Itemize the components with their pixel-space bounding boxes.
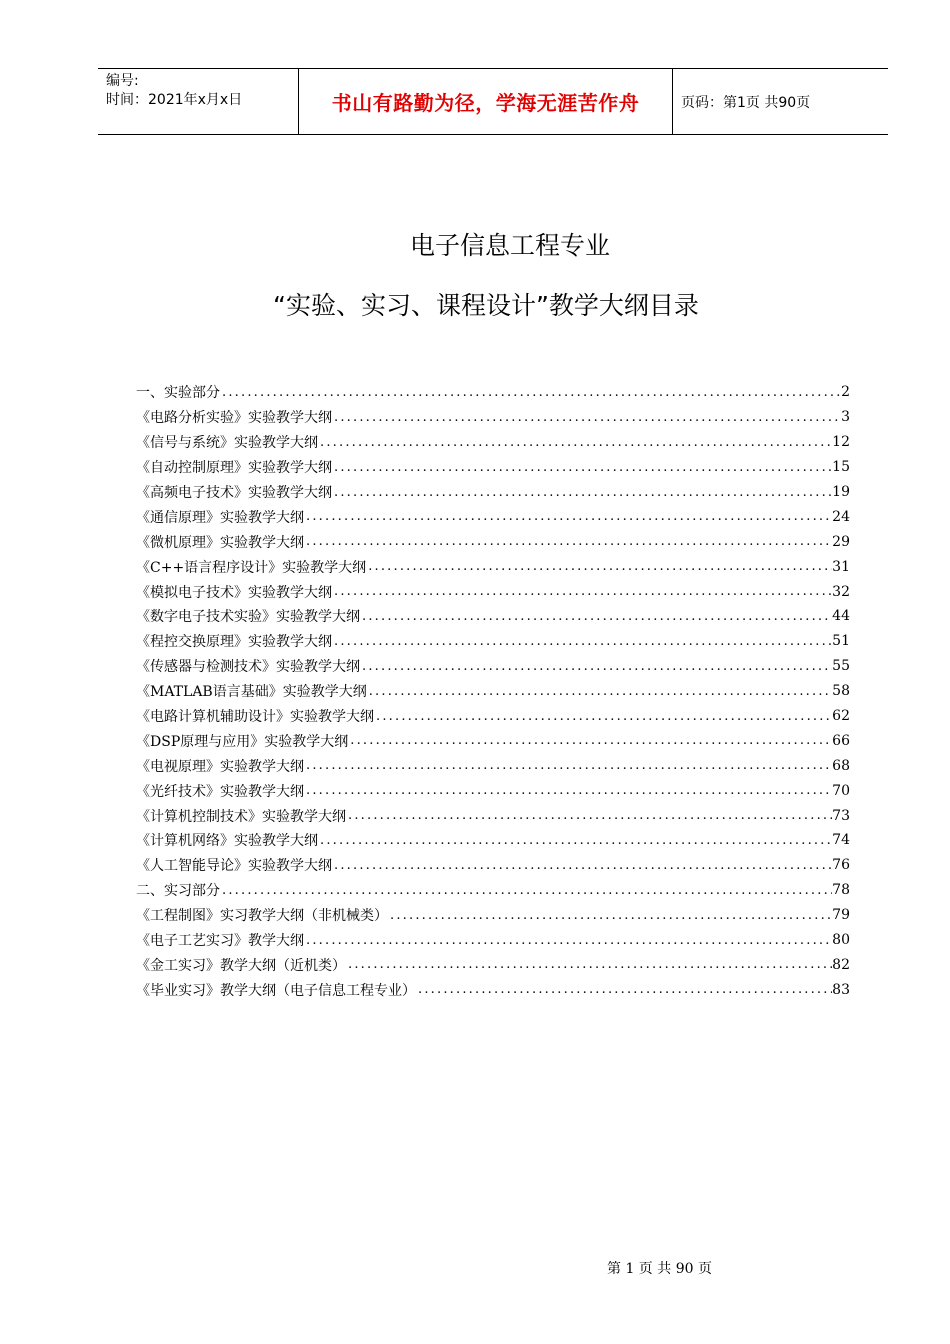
toc-leader-dots — [332, 858, 832, 873]
toc-entry-label: 《高频电子技术》实验教学大纲 — [136, 485, 332, 501]
table-of-contents — [136, 380, 850, 1002]
toc-entry[interactable] — [136, 380, 850, 405]
toc-entry-label: 《DSP原理与应用》实验教学大纲 — [136, 733, 349, 750]
toc-entry-label: 《MATLAB语言基础》实验教学大纲 — [136, 684, 367, 701]
toc-entry[interactable] — [136, 977, 850, 1002]
toc-entry[interactable] — [136, 679, 850, 704]
header-page-cell — [673, 69, 888, 134]
toc-leader-dots — [367, 684, 832, 699]
toc-entry-page: 2 — [841, 384, 850, 401]
toc-entry-page: 79 — [832, 907, 850, 924]
document-title: 电子信息工程专业 — [410, 231, 611, 260]
toc-entry[interactable] — [136, 554, 850, 579]
toc-entry-page: 24 — [832, 508, 850, 525]
toc-leader-dots — [304, 509, 832, 524]
toc-entry-label: 《计算机控制技术》实验教学大纲 — [136, 808, 346, 825]
toc-leader-dots — [366, 559, 832, 574]
toc-entry-page: 44 — [832, 608, 850, 625]
toc-leader-dots — [348, 733, 832, 748]
toc-leader-dots — [332, 485, 832, 500]
toc-entry-page: 62 — [832, 708, 850, 725]
toc-entry-page: 51 — [832, 633, 850, 650]
toc-entry-page: 76 — [832, 857, 850, 874]
toc-entry[interactable] — [136, 529, 850, 554]
toc-entry-label: 《数字电子技术实验》实验教学大纲 — [136, 609, 360, 626]
toc-entry-label: 《微机原理》实验教学大纲 — [136, 534, 304, 551]
toc-entry-page: 83 — [832, 981, 850, 998]
toc-entry-page: 82 — [832, 956, 850, 973]
toc-entry-label: 《工程制图》实习教学大纲（非机械类） — [136, 908, 388, 925]
toc-leader-dots — [304, 758, 832, 773]
toc-entry-label: 《自动控制原理》实验教学大纲 — [136, 460, 332, 477]
toc-entry-page: 80 — [832, 932, 850, 949]
toc-entry-label: 《毕业实习》教学大纲（电子信息工程专业） — [136, 982, 416, 999]
toc-entry-page: 12 — [832, 434, 850, 451]
toc-leader-dots — [304, 783, 832, 798]
toc-entry-label: 《人工智能导论》实验教学大纲 — [136, 858, 332, 875]
toc-leader-dots — [332, 460, 832, 475]
toc-entry[interactable] — [136, 480, 850, 505]
header-page-info: 页码：第1页 共90页 — [681, 94, 811, 111]
toc-entry-page: 32 — [832, 583, 850, 600]
toc-entry[interactable] — [136, 803, 850, 828]
toc-entry-label: 《电路分析实验》实验教学大纲 — [136, 410, 332, 427]
toc-entry[interactable] — [136, 504, 850, 529]
motto-text: 书山有路勤为径，学海无涯苦作舟 — [331, 91, 640, 115]
toc-entry[interactable] — [136, 853, 850, 878]
toc-entry[interactable] — [136, 629, 850, 654]
toc-entry[interactable] — [136, 778, 850, 803]
toc-entry[interactable] — [136, 952, 850, 977]
toc-entry-label: 二、实习部分 — [136, 883, 220, 900]
toc-leader-dots — [220, 385, 841, 400]
toc-entry[interactable] — [136, 704, 850, 729]
toc-leader-dots — [360, 659, 832, 674]
toc-entry-page: 78 — [832, 882, 850, 899]
toc-entry-label: 《程控交换原理》实验教学大纲 — [136, 634, 332, 651]
toc-entry-page: 68 — [832, 757, 850, 774]
header-meta-cell — [98, 69, 299, 134]
toc-entry-page: 66 — [832, 732, 850, 749]
toc-entry-page: 58 — [832, 683, 850, 700]
toc-entry-label: 一、实验部分 — [136, 385, 220, 402]
toc-entry-label: 《光纤技术》实验教学大纲 — [136, 783, 304, 800]
serial-label: 编号: — [106, 73, 139, 89]
toc-entry-label: 《金工实习》教学大纲（近机类） — [136, 957, 346, 974]
page-header — [98, 68, 888, 135]
toc-entry[interactable] — [136, 753, 850, 778]
toc-entry-label: 《电子工艺实习》教学大纲 — [136, 933, 304, 950]
toc-leader-dots — [388, 908, 832, 923]
document-subtitle: “实验、实习、课程设计”教学大纲目录 — [273, 291, 699, 320]
toc-leader-dots — [332, 634, 832, 649]
toc-leader-dots — [374, 709, 832, 724]
toc-leader-dots — [332, 410, 841, 425]
toc-entry[interactable] — [136, 579, 850, 604]
toc-leader-dots — [346, 957, 832, 972]
toc-leader-dots — [332, 584, 832, 599]
toc-entry-page: 55 — [832, 658, 850, 675]
toc-entry-page: 29 — [832, 533, 850, 550]
toc-entry-label: 《信号与系统》实验教学大纲 — [136, 435, 318, 452]
toc-entry[interactable] — [136, 928, 850, 953]
toc-leader-dots — [304, 933, 832, 948]
toc-entry-page: 74 — [832, 832, 850, 849]
toc-leader-dots — [318, 435, 832, 450]
header-motto-cell — [299, 69, 673, 134]
toc-entry-page: 3 — [841, 409, 850, 426]
toc-entry-page: 31 — [832, 558, 850, 575]
toc-entry[interactable] — [136, 604, 850, 629]
toc-leader-dots — [416, 982, 832, 997]
toc-entry[interactable] — [136, 828, 850, 853]
toc-entry-label: 《计算机网络》实验教学大纲 — [136, 833, 318, 850]
toc-entry[interactable] — [136, 878, 850, 903]
toc-leader-dots — [360, 609, 832, 624]
toc-entry-label: 《电视原理》实验教学大纲 — [136, 758, 304, 775]
toc-entry-label: 《C++语言程序设计》实验教学大纲 — [136, 559, 367, 576]
toc-entry-page: 73 — [832, 807, 850, 824]
toc-entry-label: 《模拟电子技术》实验教学大纲 — [136, 584, 332, 601]
toc-entry[interactable] — [136, 903, 850, 928]
toc-entry[interactable] — [136, 405, 850, 430]
toc-entry-label: 《电路计算机辅助设计》实验教学大纲 — [136, 709, 374, 726]
toc-entry[interactable] — [136, 728, 850, 753]
toc-entry[interactable] — [136, 455, 850, 480]
toc-leader-dots — [346, 808, 832, 823]
toc-entry[interactable] — [136, 654, 850, 679]
toc-leader-dots — [220, 883, 832, 898]
toc-entry-page: 15 — [832, 459, 850, 476]
toc-entry[interactable] — [136, 430, 850, 455]
toc-leader-dots — [304, 534, 832, 549]
toc-leader-dots — [318, 833, 832, 848]
toc-entry-label: 《传感器与检测技术》实验教学大纲 — [136, 659, 360, 676]
toc-entry-page: 19 — [832, 484, 850, 500]
toc-entry-page: 70 — [832, 782, 850, 799]
time-label: 时间：2021年x月x日 — [106, 92, 243, 108]
toc-entry-label: 《通信原理》实验教学大纲 — [136, 509, 304, 526]
page-footer: 第 1 页 共 90 页 — [607, 1261, 712, 1277]
